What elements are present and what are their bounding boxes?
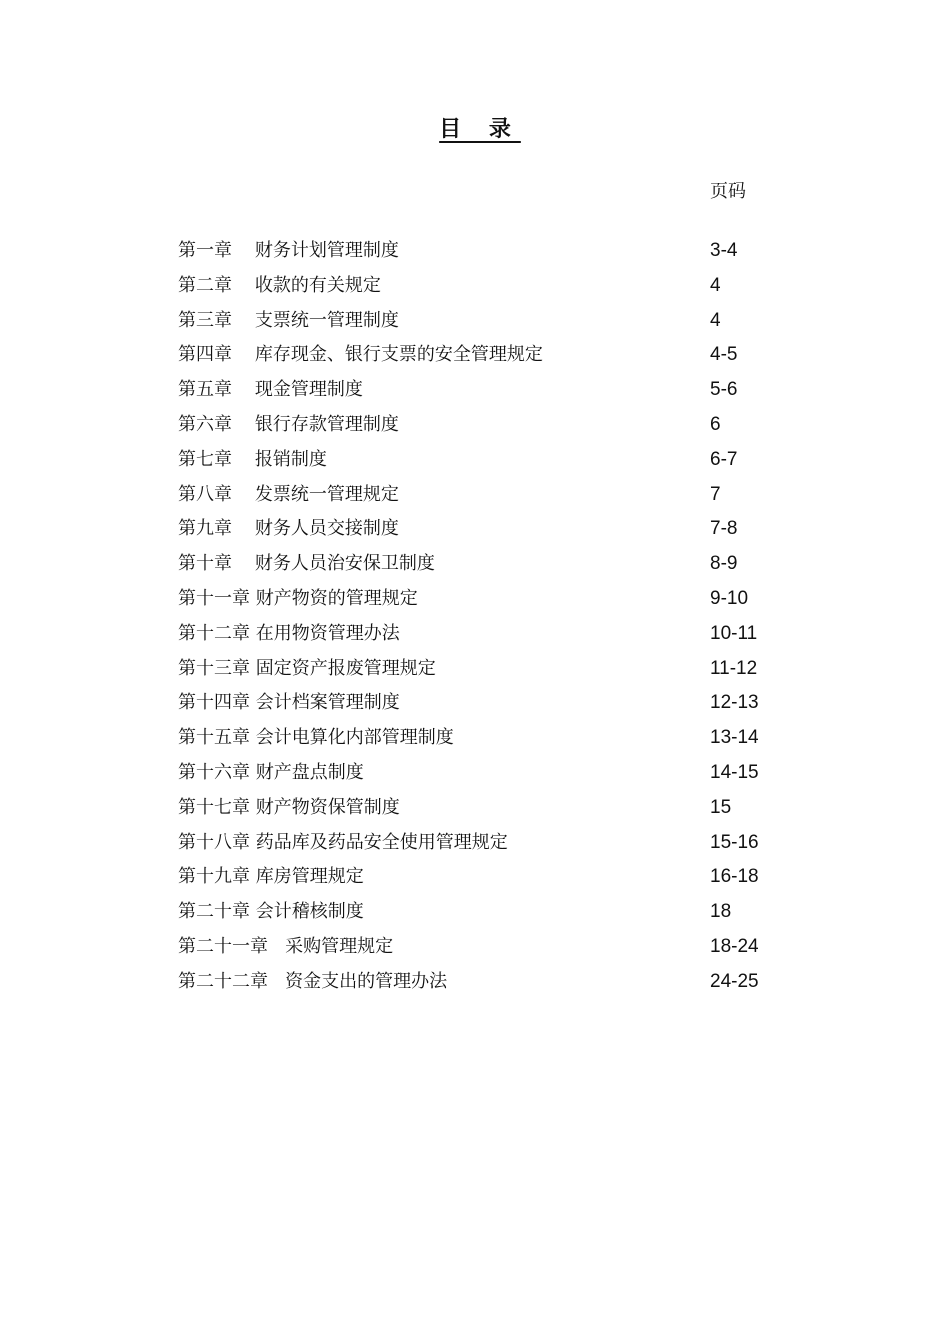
toc-entry[interactable]	[178, 828, 818, 863]
toc-entry-pages: 15	[710, 796, 732, 818]
toc-entry[interactable]	[178, 897, 818, 932]
toc-entry[interactable]	[178, 758, 818, 793]
toc-entry[interactable]	[178, 793, 818, 828]
toc-entry-title: 第二十一章 采购管理规定	[178, 935, 394, 957]
toc-entry[interactable]	[178, 584, 818, 619]
toc-entry-title: 第十四章 会计档案管理制度	[178, 692, 400, 714]
toc-entry-pages: 7	[710, 483, 721, 505]
toc-entry[interactable]	[178, 271, 818, 306]
toc-entry-title: 第十九章 库房管理规定	[178, 866, 364, 888]
toc-entry-title: 第五章 现金管理制度	[178, 379, 363, 401]
toc-entry[interactable]	[178, 340, 818, 375]
toc-entry-pages: 24-25	[710, 970, 759, 992]
toc-entry-pages: 12-13	[710, 692, 759, 714]
toc-entry[interactable]	[178, 549, 818, 584]
toc-entry-pages: 9-10	[710, 587, 749, 609]
toc-entry-pages: 16-18	[710, 866, 759, 888]
toc-entry-title: 第三章 支票统一管理制度	[178, 309, 399, 331]
toc-entry-pages: 4	[710, 309, 721, 331]
toc-entry-title: 第一章 财务计划管理制度	[178, 240, 399, 261]
toc-entry-title: 第六章 银行存款管理制度	[178, 413, 399, 435]
toc-entry-title: 第十七章 财产物资保管制度	[178, 796, 400, 818]
toc-entry[interactable]	[178, 688, 818, 723]
toc-entry[interactable]	[178, 967, 818, 1002]
toc-entry-title: 第十五章 会计电算化内部管理制度	[178, 727, 454, 749]
toc-entry-title: 第十章 财务人员治安保卫制度	[178, 553, 435, 575]
toc-title: 目 录	[439, 117, 521, 142]
toc-entry[interactable]	[178, 410, 818, 445]
toc-entry-title: 第七章 报销制度	[178, 448, 327, 470]
toc-entry-pages: 15-16	[710, 831, 759, 853]
toc-entry-title: 第九章 财务人员交接制度	[178, 518, 399, 540]
toc-entry-title: 第十八章 药品库及药品安全使用管理规定	[178, 831, 508, 853]
toc-entry[interactable]	[178, 514, 818, 549]
toc-entry-pages: 6-7	[710, 448, 738, 470]
toc-entry-pages: 3-4	[710, 240, 738, 261]
toc-entry-pages: 6	[710, 413, 721, 435]
toc-entry-pages: 13-14	[710, 727, 759, 749]
toc-entry-title: 第十三章 固定资产报废管理规定	[178, 657, 436, 679]
toc-entry[interactable]	[178, 445, 818, 480]
toc-entry-title: 第二十章 会计稽核制度	[178, 901, 364, 923]
toc-entry-pages: 14-15	[710, 761, 759, 783]
toc-entry-title: 第八章 发票统一管理规定	[178, 483, 399, 505]
toc-entry-title: 第四章 库存现金、银行支票的安全管理规定	[178, 344, 543, 366]
toc-entry-pages: 18-24	[710, 935, 759, 957]
toc-entry-pages: 4	[710, 274, 721, 296]
toc-entry-pages: 8-9	[710, 553, 738, 575]
toc-entry-pages: 18	[710, 901, 732, 923]
toc-entry-title: 第二十二章 资金支出的管理办法	[178, 970, 448, 992]
toc-entry-title: 第十一章 财产物资的管理规定	[178, 587, 418, 609]
toc-entry-title: 第二章 收款的有关规定	[178, 274, 381, 296]
page-number-column-label: 页码	[710, 181, 746, 202]
toc-entry-pages: 7-8	[710, 518, 738, 540]
toc-entry[interactable]	[178, 654, 818, 689]
toc-entry[interactable]	[178, 375, 818, 410]
toc-entry[interactable]	[178, 480, 818, 515]
toc-entry[interactable]	[178, 236, 818, 271]
table-of-contents	[178, 236, 818, 1002]
toc-entry[interactable]	[178, 723, 818, 758]
toc-entry-pages: 4-5	[710, 344, 738, 366]
toc-entry-pages: 10-11	[710, 622, 758, 644]
toc-entry-title: 第十二章 在用物资管理办法	[178, 622, 400, 644]
toc-entry-title: 第十六章 财产盘点制度	[178, 761, 364, 783]
toc-entry[interactable]	[178, 862, 818, 897]
toc-entry[interactable]	[178, 932, 818, 967]
toc-entry-pages: 11-12	[710, 657, 758, 679]
toc-entry[interactable]	[178, 306, 818, 341]
toc-entry[interactable]	[178, 619, 818, 654]
toc-entry-pages: 5-6	[710, 379, 738, 401]
